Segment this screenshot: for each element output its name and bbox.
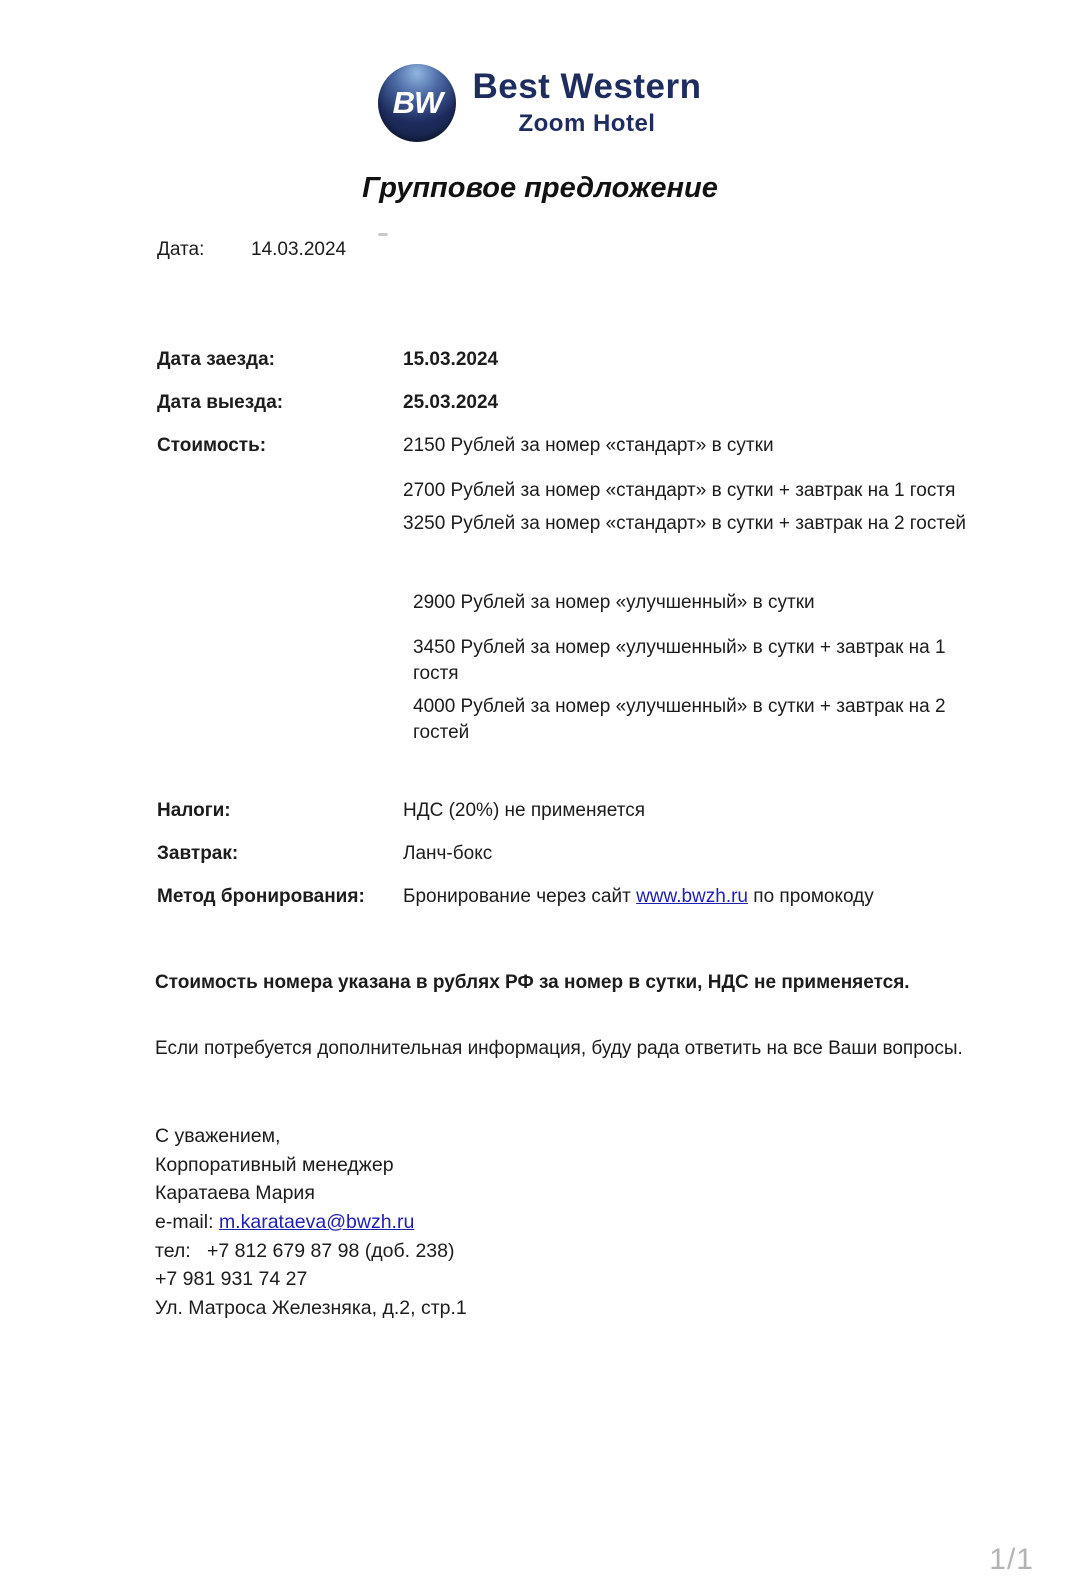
table-row-breakfast — [157, 841, 1080, 867]
date-value: 14.03.2024 — [251, 239, 347, 260]
hotel-logo — [378, 64, 701, 142]
standard-rate-1: 2150 Рублей за номер «стандарт» в сутки — [403, 435, 774, 456]
email-label: e-mail: — [155, 1210, 219, 1233]
bw-logo-icon — [378, 64, 456, 142]
offer-details-table — [157, 347, 1080, 910]
arrival-label: Дата заезда: — [157, 349, 275, 370]
arrival-value: 15.03.2024 — [403, 349, 499, 370]
booking-text-before: Бронирование через сайт — [403, 886, 637, 907]
page-indicator: 1/1 — [989, 1543, 1034, 1576]
table-row-superior-rate-2 — [157, 635, 1080, 687]
table-row-arrival — [157, 347, 1080, 373]
booking-text-after: по промокоду — [748, 886, 874, 907]
logo-text-block — [472, 68, 701, 138]
signature-phone-2: +7 981 931 74 27 — [155, 1268, 308, 1291]
standard-rate-2: 2700 Рублей за номер «стандарт» в сутки + завтрак на 1 гостя — [403, 480, 956, 501]
taxes-label: Налоги: — [157, 800, 231, 821]
page-title: Групповое предложение — [362, 172, 718, 204]
booking-method-value — [403, 884, 874, 910]
superior-rate-2: 3450 Рублей за номер «улучшенный» в сутки + завтрак на 1 гостя — [413, 637, 946, 684]
table-row-standard-rate-3 — [157, 511, 1080, 537]
signature-email-row — [155, 1208, 1080, 1237]
brand-name: Best Western — [472, 67, 702, 107]
cost-label: Стоимость: — [157, 435, 267, 456]
scan-smudge-mark — [378, 233, 388, 236]
table-row-departure — [157, 390, 1080, 416]
booking-method-label: Метод бронирования: — [157, 886, 365, 907]
superior-rate-1: 2900 Рублей за номер «улучшенный» в сутки — [413, 592, 815, 613]
breakfast-label: Завтрак: — [157, 843, 239, 864]
price-note-bold: Стоимость номера указана в рублях РФ за номер в сутки, НДС не применяется. — [155, 972, 910, 993]
hotel-name: Zoom Hotel — [518, 109, 656, 137]
table-row-superior-rate-1 — [157, 590, 1080, 616]
document-date-row — [157, 237, 1080, 263]
document-page — [0, 64, 1080, 1589]
departure-value: 25.03.2024 — [403, 392, 499, 413]
signature-phone-1: тел: +7 812 679 87 98 (доб. 238) — [155, 1239, 455, 1262]
additional-info-note: Если потребуется дополнительная информация, буду рада ответить на все Ваши вопросы. — [155, 1038, 963, 1059]
signature-block — [155, 1122, 1080, 1323]
taxes-value: НДС (20%) не применяется — [403, 800, 645, 821]
table-row-taxes — [157, 798, 1080, 824]
standard-rate-3: 3250 Рублей за номер «стандарт» в сутки + завтрак на 2 гостей — [403, 513, 967, 534]
booking-site-link[interactable]: www.bwzh.ru — [636, 886, 748, 907]
table-row-booking-method — [157, 884, 1080, 910]
bw-badge-text: BW — [392, 85, 443, 120]
email-link[interactable]: m.karataeva@bwzh.ru — [218, 1210, 415, 1233]
signature-role: Корпоративный менеджер — [155, 1153, 394, 1176]
superior-rate-3: 4000 Рублей за номер «улучшенный» в сутки + завтрак на 2 гостей — [413, 696, 946, 743]
departure-label: Дата выезда: — [157, 392, 284, 413]
table-row-cost — [157, 433, 1080, 459]
signature-greeting: С уважением, — [155, 1125, 281, 1147]
table-row-standard-rate-2 — [157, 478, 1080, 504]
table-row-superior-rate-3 — [157, 694, 1080, 746]
signature-address: Ул. Матроса Железняка, д.2, стр.1 — [155, 1296, 467, 1319]
date-label: Дата: — [157, 239, 205, 260]
signature-name: Каратаева Мария — [155, 1182, 315, 1205]
breakfast-value: Ланч-бокс — [403, 843, 493, 864]
